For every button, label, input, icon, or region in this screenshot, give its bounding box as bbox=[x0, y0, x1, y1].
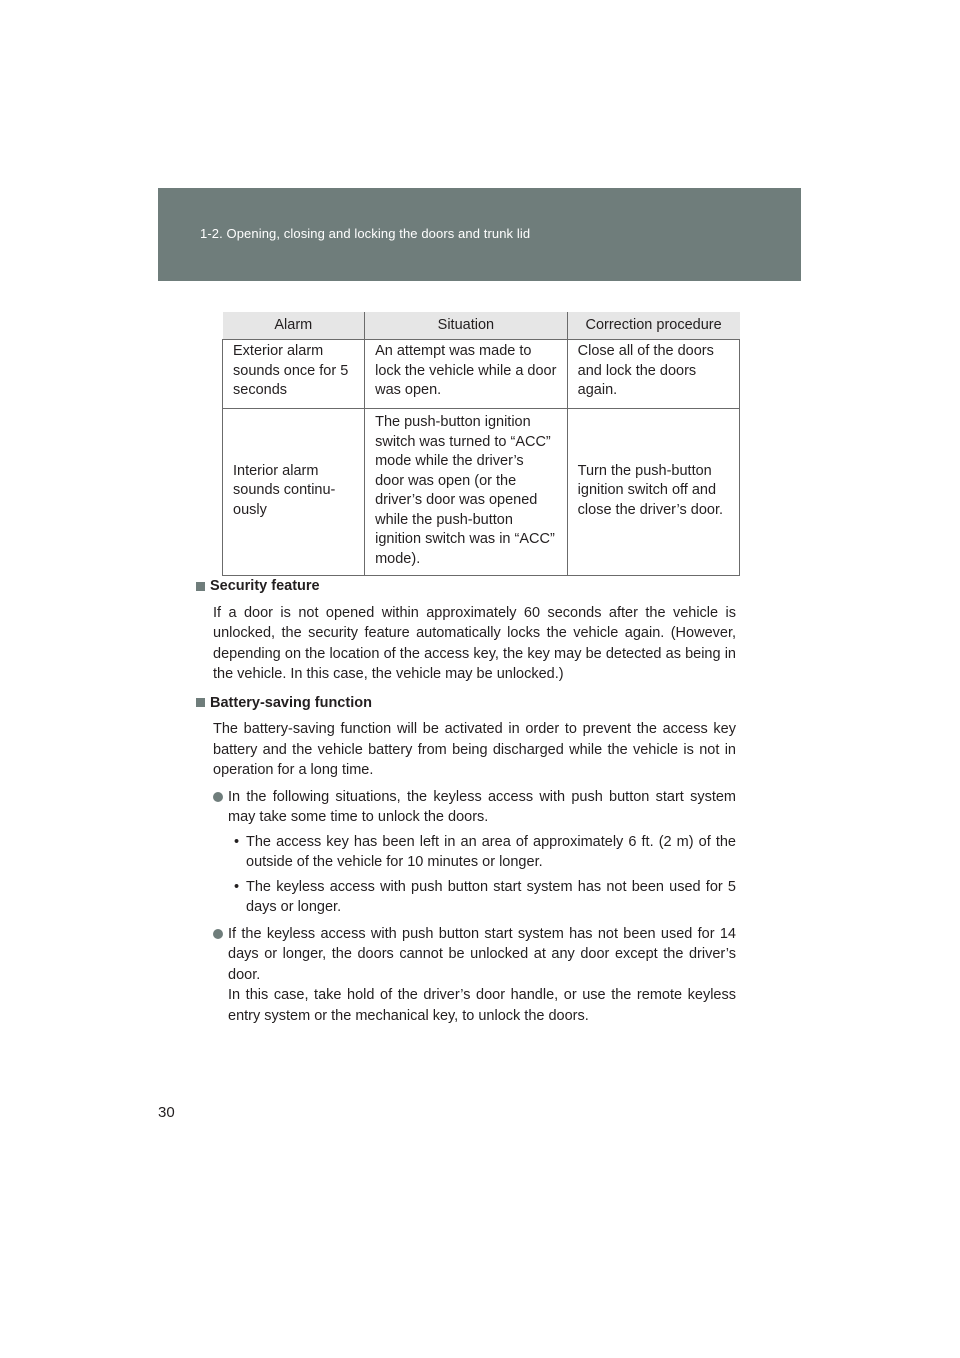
sub-item-text: The keyless access with push button start system has not been used for 5 days or longer. bbox=[246, 878, 736, 915]
dot-marker: • bbox=[234, 878, 240, 895]
section-title: 1-2. Opening, closing and locking the doors and trunk lid bbox=[200, 226, 531, 241]
sub-list bbox=[234, 832, 736, 918]
page-content bbox=[196, 576, 736, 1026]
table-header-row bbox=[223, 312, 740, 340]
sub-item-text: The access key has been left in an area of approximately 6 ft. (2 m) of the outside of the vehicle for 10 minutes or longer. bbox=[246, 833, 736, 870]
section-header-band bbox=[158, 188, 801, 281]
alarm-table bbox=[222, 312, 740, 576]
situation-cell: The push-button ignition switch was turned to “ACC” mode while the driver’s door was open (or the driver’s door was opened while the push-button ignition switch was in “ACC” mode). bbox=[365, 409, 568, 576]
battery-heading bbox=[196, 693, 736, 714]
security-heading-text: Security feature bbox=[210, 578, 320, 594]
dot-marker: • bbox=[234, 833, 240, 850]
bullet-text-continued: In this case, take hold of the driver’s door handle, or use the remote keyless entry system or the mechanical key, to unlock the doors. bbox=[228, 987, 736, 1024]
page-number: 30 bbox=[158, 1104, 175, 1121]
table-row bbox=[223, 340, 740, 409]
round-bullet-icon bbox=[213, 929, 223, 939]
column-header-alarm: Alarm bbox=[223, 312, 365, 340]
table-row bbox=[223, 409, 740, 576]
alarm-cell: Interior alarm sounds continu-ously bbox=[223, 409, 365, 576]
situation-cell: An attempt was made to lock the vehicle while a door was open. bbox=[365, 340, 568, 409]
battery-heading-text: Battery-saving function bbox=[210, 694, 372, 711]
battery-paragraph: The battery-saving function will be activated in order to prevent the access key battery and the vehicle battery from being discharged while the vehicle is not in operation for a long time. bbox=[213, 721, 736, 778]
column-header-situation: Situation bbox=[365, 312, 568, 340]
list-item bbox=[213, 924, 736, 1027]
square-bullet-icon bbox=[196, 582, 205, 591]
security-paragraph: If a door is not opened within approximately 60 seconds after the vehicle is unlocked, the security feature automatically locks the vehicle again. (However, depending on the location of the access key, the key may be detected as being in the vehicle. In this case, the vehicle may be unlocked.) bbox=[213, 604, 736, 682]
bullet-text: If the keyless access with push button start system has not been used for 14 days or longer, the doors cannot be unlocked at any door except the driver’s door. bbox=[228, 925, 736, 983]
list-item bbox=[234, 877, 736, 918]
list-item bbox=[234, 832, 736, 873]
correction-cell: Turn the push-button ignition switch off and close the driver’s door. bbox=[567, 409, 739, 576]
column-header-correction: Correction procedure bbox=[567, 312, 739, 340]
round-bullet-icon bbox=[213, 792, 223, 802]
correction-cell: Close all of the doors and lock the doors again. bbox=[567, 340, 739, 409]
list-item bbox=[213, 787, 736, 828]
alarm-cell: Exterior alarm sounds once for 5 seconds bbox=[223, 340, 365, 409]
bullet-text-group bbox=[228, 924, 736, 1027]
square-bullet-icon bbox=[196, 698, 205, 707]
security-heading bbox=[196, 576, 736, 597]
bullet-text: In the following situations, the keyless access with push button start system may take some time to unlock the doors. bbox=[228, 788, 736, 825]
